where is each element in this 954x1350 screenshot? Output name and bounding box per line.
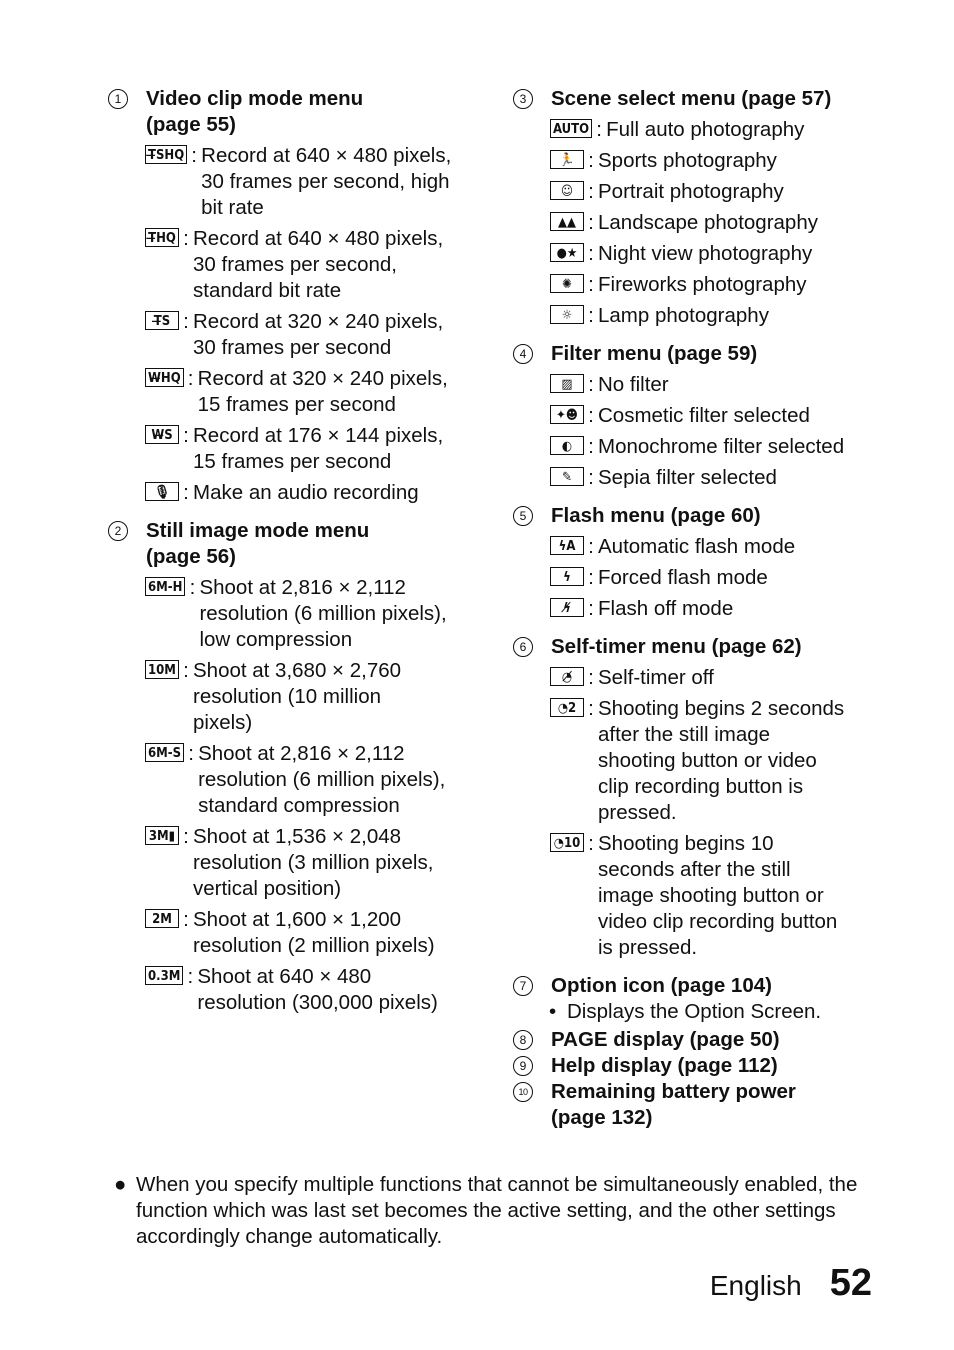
colon: :: [588, 242, 594, 265]
description-line: vertical position): [193, 877, 342, 900]
sub-bullet: [549, 999, 893, 1025]
self-timer-2-icon: ◔2: [550, 698, 584, 717]
menu-item: [550, 117, 893, 143]
colon: :: [588, 666, 594, 689]
description-line: resolution (6 million pixels),: [198, 768, 446, 791]
description-line: Record at 640 × 480 pixels,: [193, 227, 444, 250]
description-line: standard compression: [198, 794, 400, 817]
item-description: [598, 465, 893, 491]
description-line: resolution (300,000 pixels): [197, 991, 438, 1014]
colon: :: [588, 832, 594, 855]
section-title-line: Still image mode menu: [146, 519, 370, 542]
description-line: Record at 176 × 144 pixels,: [193, 424, 444, 447]
description-line: after the still image: [598, 723, 771, 746]
description-line: Night view photography: [598, 242, 813, 265]
description-line: 30 frames per second, high: [201, 170, 450, 193]
description-line: Shoot at 2,816 × 2,112: [198, 742, 405, 765]
item-description: [199, 575, 488, 653]
section-title-line: (page 132): [551, 1106, 653, 1129]
video-hq-icon: T̶HQ: [145, 228, 179, 247]
description-line: Shooting begins 10: [598, 832, 774, 855]
item-description: [598, 596, 893, 622]
page-footer: [710, 1262, 872, 1305]
description-line: is pressed.: [598, 936, 698, 959]
menu-item: [550, 372, 893, 398]
menu-item: [550, 696, 893, 826]
section-title-line: Option icon (page 104): [551, 974, 772, 997]
description-line: Make an audio recording: [193, 481, 419, 504]
0-3m-icon: 0.3M: [145, 966, 183, 985]
description-line: Full auto photography: [606, 118, 805, 141]
item-description: [598, 372, 893, 398]
menu-section: [513, 1079, 893, 1131]
menu-item: [550, 565, 893, 591]
circled-number: 7: [513, 976, 533, 996]
description-line: Sepia filter selected: [598, 466, 777, 489]
menu-item: [145, 964, 488, 1016]
item-description: [598, 303, 893, 329]
colon: :: [187, 367, 194, 390]
item-description: [598, 272, 893, 298]
description-line: 30 frames per second: [193, 336, 392, 359]
colon: :: [588, 211, 594, 234]
item-description: [598, 434, 893, 460]
landscape-icon: ▲▲: [550, 212, 584, 231]
colon: :: [588, 535, 594, 558]
description-line: Self-timer off: [598, 666, 714, 689]
description-line: Shooting begins 2 seconds: [598, 697, 845, 720]
description-line: pressed.: [598, 801, 677, 824]
web-s-icon: W̶S: [145, 425, 179, 444]
description-line: resolution (10 million: [193, 685, 382, 708]
description-line: resolution (6 million pixels),: [199, 602, 447, 625]
description-line: standard bit rate: [193, 279, 342, 302]
lamp-icon: ☼: [550, 305, 584, 324]
section-title-line: Flash menu (page 60): [551, 504, 761, 527]
flash-off-icon: ϟ̸: [550, 598, 584, 617]
description-line: Cosmetic filter selected: [598, 404, 810, 427]
description-line: 15 frames per second: [193, 450, 392, 473]
self-timer-10-icon: ◔10: [550, 833, 584, 852]
night-view-icon: ●★: [550, 243, 584, 262]
description-line: low compression: [199, 628, 353, 651]
section-heading: [513, 973, 893, 999]
colon: :: [183, 481, 189, 504]
item-description: [193, 907, 488, 959]
circled-number: 9: [513, 1056, 533, 1076]
colon: :: [183, 825, 189, 848]
menu-item: [550, 465, 893, 491]
description-line: Lamp photography: [598, 304, 769, 327]
colon: :: [183, 424, 189, 447]
menu-item: [145, 226, 488, 304]
description-line: Record at 320 × 240 pixels,: [193, 310, 444, 333]
item-description: [598, 148, 893, 174]
colon: :: [191, 144, 197, 167]
colon: :: [588, 435, 594, 458]
colon: :: [588, 404, 594, 427]
menu-section: [513, 1053, 893, 1079]
circled-number: 2: [108, 521, 128, 541]
description-line: Shoot at 1,536 × 2,048: [193, 825, 402, 848]
colon: :: [183, 659, 189, 682]
menu-item: [550, 665, 893, 691]
menu-item: [550, 303, 893, 329]
circled-number: 1: [108, 89, 128, 109]
description-line: pixels): [193, 711, 253, 734]
item-description: [197, 964, 488, 1016]
description-line: Shoot at 3,680 × 2,760: [193, 659, 402, 682]
language-label: English: [709, 1270, 802, 1301]
description-line: Record at 320 × 240 pixels,: [197, 367, 448, 390]
item-description: [193, 480, 488, 506]
description-line: Landscape photography: [598, 211, 818, 234]
fireworks-icon: ✺: [550, 274, 584, 293]
note-text: When you specify multiple functions that cannot be simultaneously enabled, the function which was last set becomes the active setting, and the other settings accordingly change automatically.: [136, 1173, 858, 1248]
colon: :: [588, 697, 594, 720]
circled-number: 5: [513, 506, 533, 526]
menu-section: [108, 86, 488, 506]
menu-item: [550, 241, 893, 267]
colon: :: [183, 908, 189, 931]
menu-item: [550, 596, 893, 622]
section-title: [551, 634, 802, 660]
auto-flash-icon: ϟA: [550, 536, 584, 555]
menu-item: [145, 309, 488, 361]
section-title: [551, 973, 772, 999]
item-description: [606, 117, 893, 143]
section-heading: [513, 634, 893, 660]
menu-section: [513, 1027, 893, 1053]
description-line: Sports photography: [598, 149, 777, 172]
page-number: 52: [829, 1262, 872, 1304]
section-heading: [108, 86, 488, 138]
10m-icon: 10M: [145, 660, 179, 679]
description-line: Shoot at 640 × 480: [197, 965, 372, 988]
section-title: [551, 1053, 778, 1079]
colon: :: [183, 310, 189, 333]
item-description: [201, 143, 488, 221]
menu-section: [513, 341, 893, 491]
no-filter-icon: ▨: [550, 374, 584, 393]
description-line: 15 frames per second: [197, 393, 396, 416]
video-s-icon: T̶S: [145, 311, 179, 330]
menu-item: [145, 143, 488, 221]
sports-icon: 🏃: [550, 150, 584, 169]
colon: :: [588, 304, 594, 327]
item-description: [598, 665, 893, 691]
sepia-filter-icon: ✎: [550, 467, 584, 486]
colon: :: [588, 566, 594, 589]
circled-number: 8: [513, 1030, 533, 1050]
circled-number: 6: [513, 637, 533, 657]
circled-number: 3: [513, 89, 533, 109]
item-description: [193, 824, 488, 902]
description-line: video clip recording button: [598, 910, 838, 933]
section-heading: [513, 1053, 893, 1079]
section-title: [551, 341, 757, 367]
colon: :: [588, 273, 594, 296]
description-line: clip recording button is: [598, 775, 804, 798]
colon: :: [187, 965, 194, 988]
6m-s-icon: 6M-S: [145, 743, 184, 762]
item-description: [598, 179, 893, 205]
section-title-line: Video clip mode menu: [146, 87, 364, 110]
section-title-line: Self-timer menu (page 62): [551, 635, 802, 658]
section-heading: [513, 503, 893, 529]
self-timer-off-icon: ◔̸: [550, 667, 584, 686]
colon: :: [183, 227, 189, 250]
item-description: [598, 565, 893, 591]
colon: :: [588, 149, 594, 172]
video-shq-icon: T̶SHQ: [145, 145, 187, 164]
menu-section: [513, 634, 893, 961]
description-line: resolution (3 million pixels,: [193, 851, 434, 874]
menu-item: [550, 148, 893, 174]
description-line: Shoot at 2,816 × 2,112: [199, 576, 406, 599]
left-column: [108, 86, 488, 1028]
description-line: Automatic flash mode: [598, 535, 796, 558]
item-description: [193, 226, 488, 304]
colon: :: [596, 118, 602, 141]
menu-item: [550, 831, 893, 961]
item-description: [198, 741, 488, 819]
item-description: [598, 210, 893, 236]
colon: :: [588, 373, 594, 396]
forced-flash-icon: ϟ: [550, 567, 584, 586]
section-heading: [108, 518, 488, 570]
menu-item: [145, 575, 488, 653]
section-title: [146, 86, 363, 138]
menu-item: [550, 179, 893, 205]
circled-number: 10: [513, 1082, 533, 1102]
description-line: 30 frames per second,: [193, 253, 397, 276]
2m-icon: 2M: [145, 909, 179, 928]
description-line: seconds after the still: [598, 858, 791, 881]
menu-item: [145, 824, 488, 902]
section-title-line: Help display (page 112): [551, 1054, 778, 1077]
section-title-line: Remaining battery power: [551, 1080, 796, 1103]
colon: :: [588, 180, 594, 203]
web-hq-icon: W̶HQ: [145, 368, 184, 387]
menu-item: [145, 658, 488, 736]
section-title: [551, 503, 761, 529]
section-title-line: (page 55): [146, 113, 236, 136]
menu-item: [550, 403, 893, 429]
description-line: Forced flash mode: [598, 566, 768, 589]
menu-item: [550, 272, 893, 298]
note: [114, 1172, 874, 1250]
menu-item: [550, 434, 893, 460]
section-heading: [513, 86, 893, 112]
item-description: [598, 403, 893, 429]
description-line: shooting button or video: [598, 749, 817, 772]
section-title-line: Scene select menu (page 57): [551, 87, 832, 110]
description-line: Record at 640 × 480 pixels,: [201, 144, 452, 167]
cosmetic-filter-icon: ✦☻: [550, 405, 584, 424]
right-column: [513, 86, 893, 1131]
description-line: Shoot at 1,600 × 1,200: [193, 908, 402, 931]
item-description: [193, 423, 488, 475]
menu-item: [145, 366, 488, 418]
microphone-icon: 🎙: [145, 482, 179, 501]
section-heading: [513, 1027, 893, 1053]
section-heading: [513, 1079, 893, 1131]
sub-bullet-text: Displays the Option Screen.: [567, 1000, 822, 1023]
menu-item: [145, 423, 488, 475]
item-description: [193, 658, 488, 736]
menu-section: [108, 518, 488, 1016]
colon: :: [588, 597, 594, 620]
description-line: Fireworks photography: [598, 273, 807, 296]
colon: :: [189, 576, 196, 599]
section-title: [551, 1079, 796, 1131]
menu-item: [145, 907, 488, 959]
menu-section: [513, 973, 893, 1025]
description-line: Monochrome filter selected: [598, 435, 845, 458]
section-title-line: PAGE display (page 50): [551, 1028, 780, 1051]
description-line: Flash off mode: [598, 597, 734, 620]
colon: :: [188, 742, 194, 765]
section-title: [146, 518, 369, 570]
colon: :: [588, 466, 594, 489]
menu-item: [145, 741, 488, 819]
3m-vertical-icon: 3M▮: [145, 826, 179, 845]
description-line: No filter: [598, 373, 669, 396]
description-line: Portrait photography: [598, 180, 784, 203]
item-description: [598, 831, 893, 961]
section-title-line: Filter menu (page 59): [551, 342, 758, 365]
circled-number: 4: [513, 344, 533, 364]
description-line: image shooting button or: [598, 884, 824, 907]
item-description: [193, 309, 488, 361]
bullet-dot-icon: •: [549, 1000, 557, 1023]
menu-section: [513, 86, 893, 329]
menu-item: [550, 534, 893, 560]
menu-section: [513, 503, 893, 622]
section-title: [551, 1027, 780, 1053]
section-title: [551, 86, 831, 112]
item-description: [198, 366, 488, 418]
description-line: bit rate: [201, 196, 264, 219]
description-line: resolution (2 million pixels): [193, 934, 435, 957]
auto-icon: AUTO: [550, 119, 592, 138]
portrait-icon: ☺: [550, 181, 584, 200]
monochrome-filter-icon: ◐: [550, 436, 584, 455]
item-description: [598, 696, 893, 826]
menu-item: [145, 480, 488, 506]
item-description: [598, 241, 893, 267]
6m-h-icon: 6M-H: [145, 577, 185, 596]
bullet-icon: ●: [114, 1173, 127, 1196]
menu-item: [550, 210, 893, 236]
section-title-line: (page 56): [146, 545, 236, 568]
item-description: [598, 534, 893, 560]
section-heading: [513, 341, 893, 367]
